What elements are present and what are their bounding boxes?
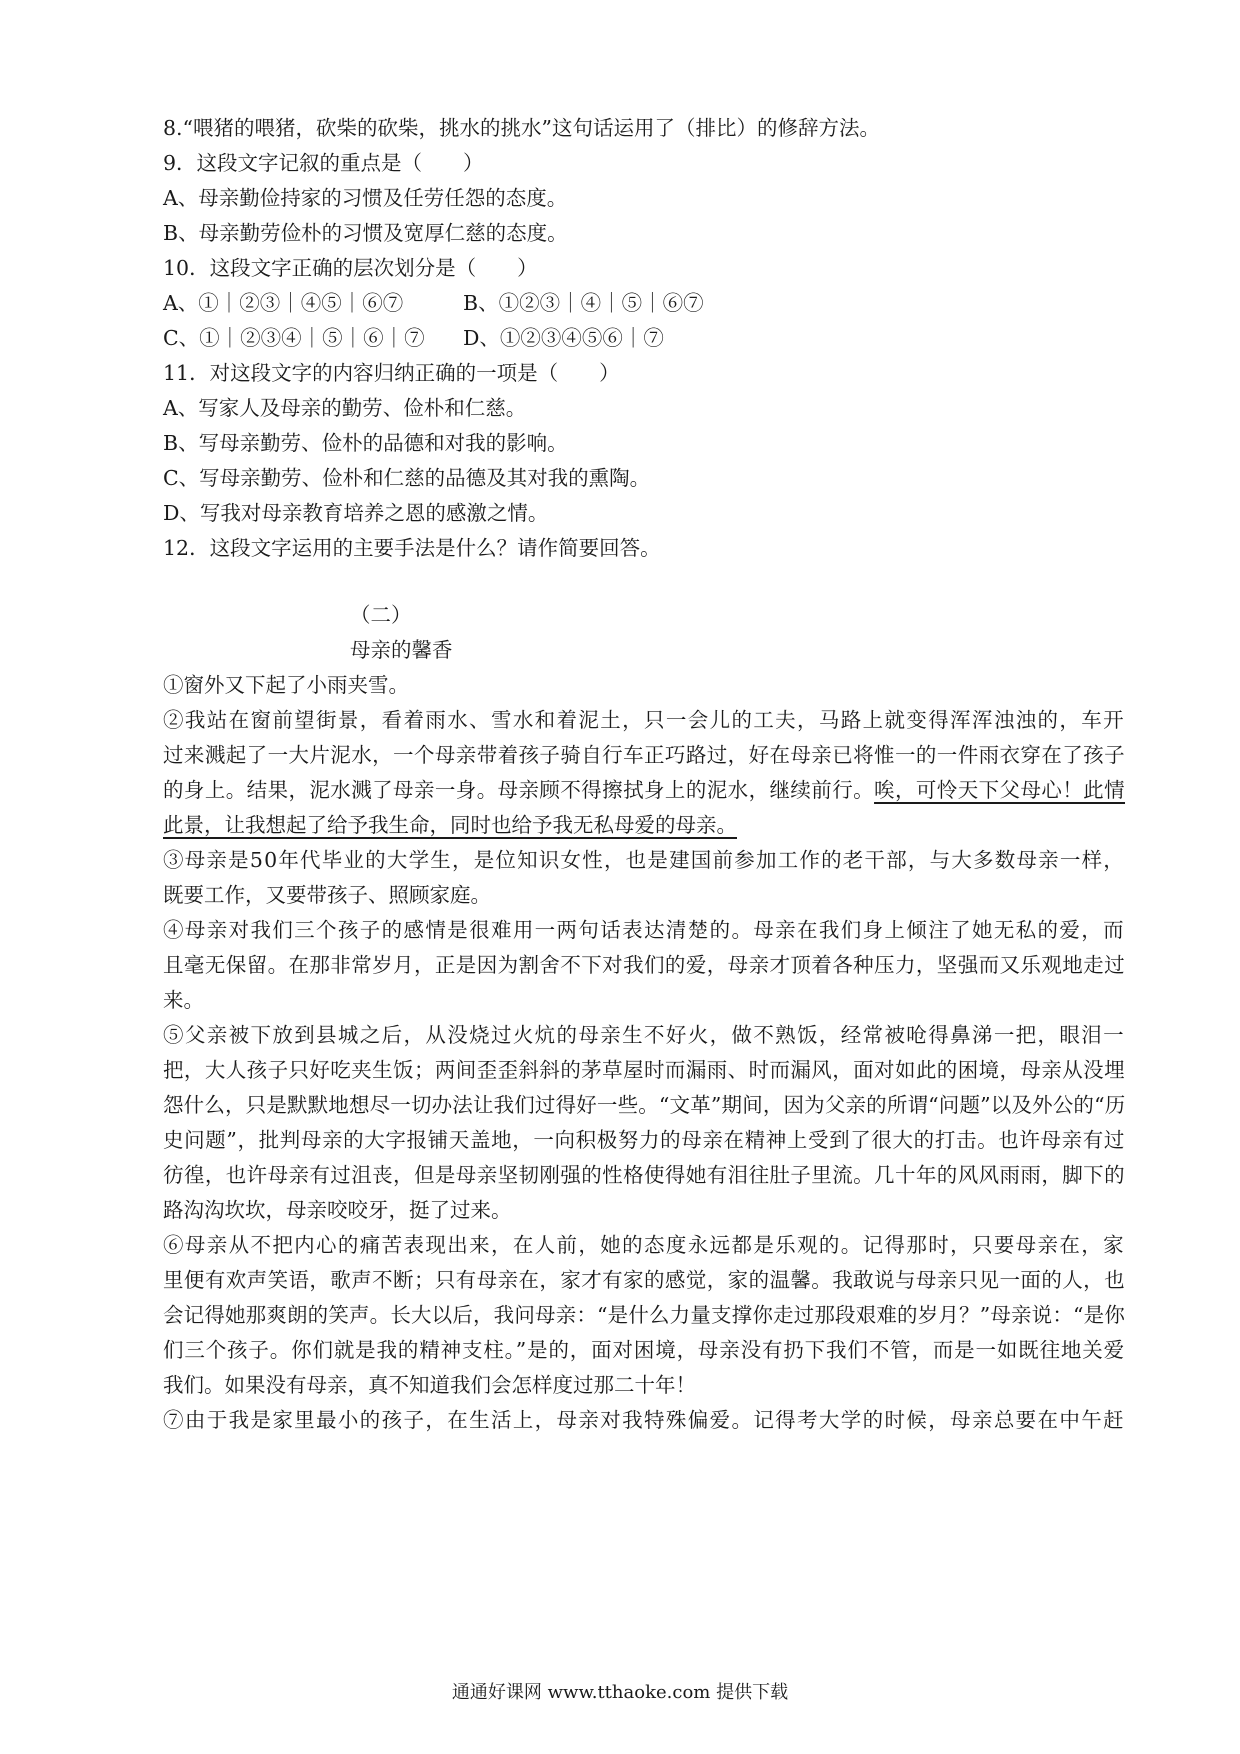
passage-paragraph-6-line-1: ⑥母亲从不把内心的痛苦表现出来，在人前，她的态度永远都是乐观的。记得那时，只要母亲在，家 [163, 1233, 1125, 1257]
section-number: （二） [350, 603, 412, 627]
question-10-options-ab [163, 288, 704, 318]
passage-paragraph-5-line-6: 路沟沟坎坎，母亲咬咬牙，挺了过来。 [163, 1198, 512, 1222]
question-11-option-d: D、写我对母亲教育培养之恩的感激之情。 [163, 501, 549, 525]
passage-paragraph-5-line-1: ⑤父亲被下放到县城之后，从没烧过火炕的母亲生不好火，做不熟饭，经常被呛得鼻涕一把，眼泪一 [163, 1023, 1125, 1047]
question-9: 9．这段文字记叙的重点是（ ） [163, 151, 484, 175]
passage-paragraph-5-line-5: 彷徨，也许母亲有过沮丧，但是母亲坚韧刚强的性格使得她有泪往肚子里流。几十年的风风雨雨，脚下的 [163, 1163, 1125, 1187]
question-8: 8.“喂猪的喂猪，砍柴的砍柴，挑水的挑水”这句话运用了（排比）的修辞方法。 [163, 116, 881, 140]
question-11: 11．对这段文字的内容归纳正确的一项是（ ） [163, 361, 620, 385]
passage-paragraph-4-line-3: 来。 [163, 988, 204, 1012]
passage-paragraph-4-line-2: 且毫无保留。在那非常岁月，正是因为割舍不下对我们的爱，母亲才顶着各种压力，坚强而又乐观地走过 [163, 953, 1125, 977]
passage-paragraph-2-line-1: ②我站在窗前望街景，看着雨水、雪水和着泥土，只一会儿的工夫，马路上就变得浑浑浊浊的，车开 [163, 708, 1125, 732]
question-10-option-b: B、①②③｜④｜⑤｜⑥⑦ [463, 291, 704, 315]
passage-paragraph-3-line-1: ③母亲是50年代毕业的大学生，是位知识女性，也是建国前参加工作的老干部，与大多数母亲一样， [163, 848, 1125, 872]
question-10-options-cd [163, 323, 664, 353]
passage-paragraph-6-line-2: 里便有欢声笑语，歌声不断；只有母亲在，家才有家的感觉，家的温馨。我敢说与母亲只见一面的人，也 [163, 1268, 1125, 1292]
passage-title: 母亲的馨香 [350, 638, 453, 662]
passage-paragraph-4-line-1: ④母亲对我们三个孩子的感情是很难用一两句话表达清楚的。母亲在我们身上倾注了她无私的爱，而 [163, 918, 1125, 942]
passage-paragraph-6-line-5: 我们。如果没有母亲，真不知道我们会怎样度过那二十年！ [163, 1373, 696, 1397]
passage-paragraph-6-line-3: 会记得她那爽朗的笑声。长大以后，我问母亲：“是什么力量支撑你走过那段艰难的岁月？”母亲说：“是你 [163, 1303, 1125, 1327]
underlined-sentence-part-1: 唉，可怜天下父母心！此情 [874, 778, 1126, 802]
question-10-option-d: D、①②③④⑤⑥｜⑦ [463, 326, 664, 350]
passage-paragraph-1: ①窗外又下起了小雨夹雪。 [163, 673, 409, 697]
question-10-option-a: A、①｜②③｜④⑤｜⑥⑦ [163, 291, 404, 315]
passage-paragraph-2-line-2: 过来溅起了一大片泥水，一个母亲带着孩子骑自行车正巧路过，好在母亲已将惟一的一件雨衣穿在了孩子 [163, 743, 1125, 767]
passage-paragraph-5-line-2: 把，大人孩子只好吃夹生饭；两间歪歪斜斜的茅草屋时而漏雨、时而漏风，面对如此的困境，母亲从没埋 [163, 1058, 1125, 1082]
passage-paragraph-2-line-3-plain: 的身上。结果，泥水溅了母亲一身。母亲顾不得擦拭身上的泥水，继续前行。 [163, 778, 875, 802]
passage-paragraph-2-line-3 [163, 775, 1125, 805]
question-11-option-b: B、写母亲勤劳、俭朴的品德和对我的影响。 [163, 431, 568, 455]
question-9-option-b: B、母亲勤劳俭朴的习惯及宽厚仁慈的态度。 [163, 221, 568, 245]
question-10-option-c: C、①｜②③④｜⑤｜⑥｜⑦ [163, 326, 425, 350]
question-12: 12．这段文字运用的主要手法是什么？请作简要回答。 [163, 536, 661, 560]
question-11-option-a: A、写家人及母亲的勤劳、俭朴和仁慈。 [163, 396, 527, 420]
question-9-option-a: A、母亲勤俭持家的习惯及任劳任怨的态度。 [163, 186, 568, 210]
question-10: 10．这段文字正确的层次划分是（ ） [163, 256, 538, 280]
passage-paragraph-5-line-4: 史问题”，批判母亲的大字报铺天盖地，一向积极努力的母亲在精神上受到了很大的打击。也许母亲有过 [163, 1128, 1125, 1152]
passage-paragraph-5-line-3: 怨什么，只是默默地想尽一切办法让我们过得好一些。“文革”期间，因为父亲的所谓“问题”以及外公的“历 [163, 1093, 1126, 1117]
underlined-sentence-part-2: 此景，让我想起了给予我生命，同时也给予我无私母爱的母亲。 [163, 813, 737, 837]
question-11-option-c: C、写母亲勤劳、俭朴和仁慈的品德及其对我的熏陶。 [163, 466, 651, 490]
page-footer: 通通好课网 www.tthaoke.com 提供下载 [451, 1682, 789, 1703]
passage-paragraph-6-line-4: 们三个孩子。你们就是我的精神支柱。”是的，面对困境，母亲没有扔下我们不管，而是一如既往地关爱 [163, 1338, 1125, 1362]
passage-paragraph-3-line-2: 既要工作，又要带孩子、照顾家庭。 [163, 883, 491, 907]
passage-paragraph-7-line-1: ⑦由于我是家里最小的孩子，在生活上，母亲对我特殊偏爱。记得考大学的时候，母亲总要在中午赶 [163, 1408, 1125, 1432]
